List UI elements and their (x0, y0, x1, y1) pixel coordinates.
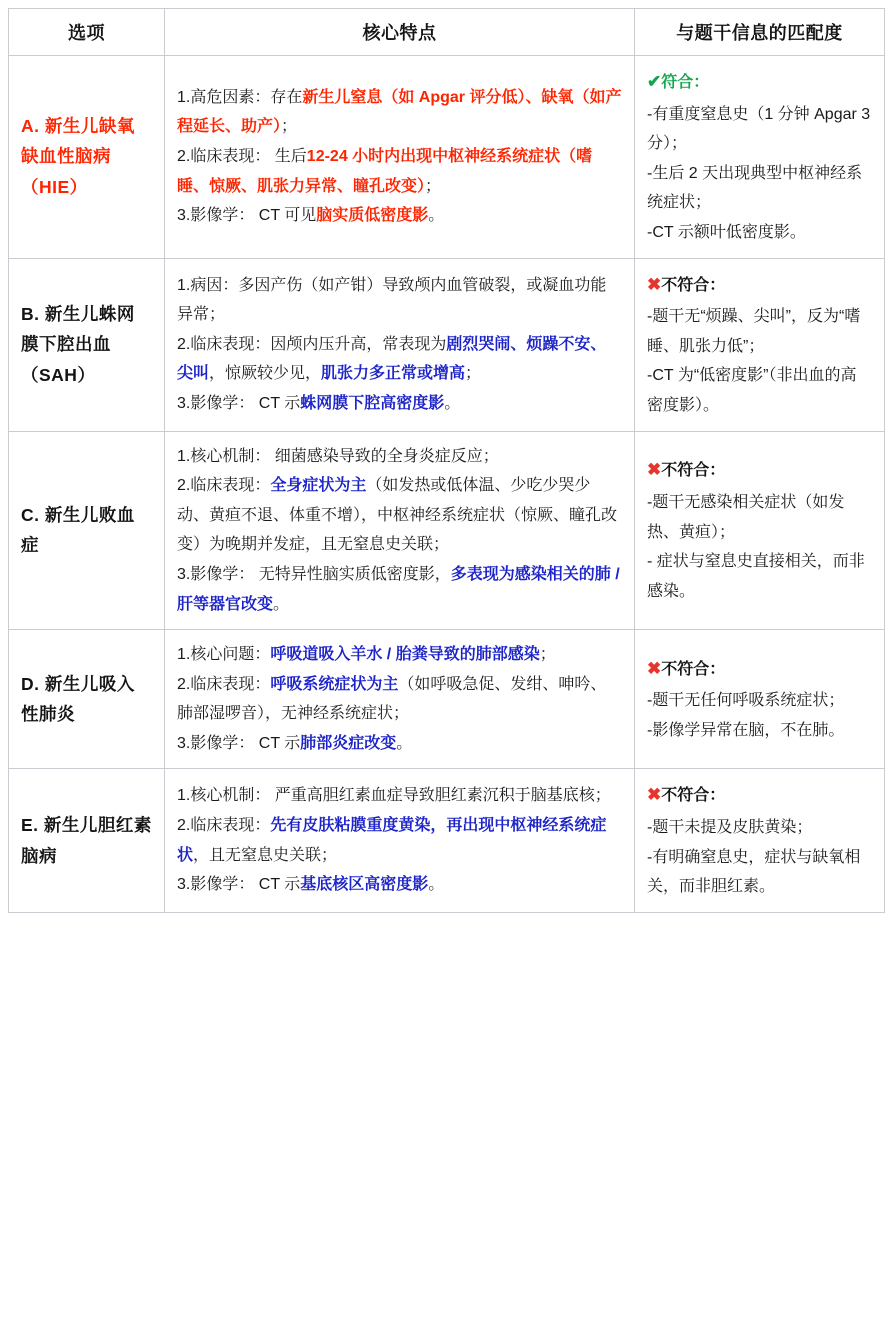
match-point: -CT 示额叶低密度影。 (647, 223, 806, 241)
core-line-2: 2.临床表现：先有皮肤粘膜重度黄染，再出现中枢神经系统症状，且无窒息史关联； (177, 817, 607, 864)
match-degree-e (635, 769, 885, 912)
table-header (9, 9, 885, 56)
option-label-b: B. 新生儿蛛网膜下腔出血（SAH） (9, 258, 165, 431)
cross-icon: ✖ (647, 785, 662, 805)
match-degree-c (635, 431, 885, 630)
core-features-a (165, 56, 635, 259)
core-line-1: 1.病因：多因产伤（如产钳）导致颅内血管破裂，或凝血功能异常； (177, 276, 607, 324)
match-degree-d (635, 630, 885, 769)
cross-icon: ✖ (647, 274, 662, 294)
status-badge: ✖不符合： (647, 460, 726, 480)
check-icon: ✔ (647, 72, 662, 91)
match-point: - 症状与窒息史直接相关，而非感染。 (647, 553, 865, 600)
column-header-option: 选项 (9, 9, 165, 56)
cross-icon: ✖ (647, 658, 662, 678)
column-header-match-degree: 与题干信息的匹配度 (635, 9, 885, 56)
match-point: -题干未提及皮肤黄染； (647, 819, 813, 837)
table-body (9, 56, 885, 913)
match-degree-a (635, 56, 885, 259)
status-badge: ✖不符合： (647, 658, 726, 678)
core-line-3: 3.影像学： 无特异性脑实质低密度影，多表现为感染相关的肺 / 肝等器官改变。 (177, 565, 620, 613)
core-line-1: 1.高危因素：存在新生儿窒息（如 Apgar 评分低）、缺氧（如产程延长、助产）； (177, 88, 622, 136)
option-label-d: D. 新生儿吸入性肺炎 (9, 630, 165, 769)
core-line-1: 1.核心机制： 细菌感染导致的全身炎症反应； (177, 447, 499, 465)
match-point: -影像学异常在脑，不在肺。 (647, 722, 845, 740)
status-badge: ✔符合： (647, 72, 710, 91)
differential-diagnosis-table (8, 8, 885, 913)
core-features-d (165, 630, 635, 769)
core-features-c (165, 431, 635, 630)
core-line-3: 3.影像学： CT 示蛛网膜下腔高密度影。 (177, 394, 461, 412)
core-line-1: 1.核心问题：呼吸道吸入羊水 / 胎粪导致的肺部感染； (177, 646, 556, 664)
match-point: -CT 为“低密度影”（非出血的高密度影）。 (647, 367, 857, 414)
status-badge: ✖不符合： (647, 274, 726, 294)
core-features-b (165, 258, 635, 431)
core-line-2: 2.临床表现： 生后12-24 小时内出现中枢神经系统症状（嗜睡、惊厥、肌张力异常、瞳孔改变）； (177, 147, 593, 195)
table-header-row (9, 9, 885, 56)
column-header-core-features: 核心特点 (165, 9, 635, 56)
table-row (9, 769, 885, 912)
table-row (9, 630, 885, 769)
match-point: -有重度窒息史（1 分钟 Apgar 3 分）； (647, 105, 871, 153)
status-badge: ✖不符合： (647, 785, 726, 805)
core-line-3: 3.影像学： CT 示肺部炎症改变。 (177, 734, 413, 752)
match-point: -生后 2 天出现典型中枢神经系统症状； (647, 164, 863, 212)
core-line-2: 2.临床表现：全身症状为主（如发热或低体温、少吃少哭少动、黄疸不退、体重不增），中枢神经系统症状（惊厥、瞳孔改变）为晚期并发症，且无窒息史关联； (177, 477, 618, 554)
table-row (9, 431, 885, 630)
cross-icon: ✖ (647, 460, 662, 480)
match-point: -有明确窒息史，症状与缺氧相关，而非胆红素。 (647, 848, 861, 896)
core-line-3: 3.影像学： CT 可见脑实质低密度影。 (177, 207, 445, 225)
option-label-e: E. 新生儿胆红素脑病 (9, 769, 165, 912)
match-point: -题干无“烦躁、尖叫”，反为“嗜睡、肌张力低”； (647, 308, 861, 355)
core-line-2: 2.临床表现：呼吸系统症状为主（如呼吸急促、发绀、呻吟、肺部湿啰音），无神经系统症状； (177, 675, 607, 723)
option-label-c: C. 新生儿败血症 (9, 431, 165, 630)
core-line-3: 3.影像学： CT 示基底核区高密度影。 (177, 876, 445, 894)
match-degree-b (635, 258, 885, 431)
match-point: -题干无感染相关症状（如发热、黄疸）； (647, 493, 845, 541)
core-line-2: 2.临床表现：因颅内压升高，常表现为剧烈哭闹、烦躁不安、尖叫，惊厥较少见，肌张力多正常或增高； (177, 335, 607, 383)
option-label-a: A. 新生儿缺氧缺血性脑病（HIE） (9, 56, 165, 259)
table-row (9, 258, 885, 431)
match-point: -题干无任何呼吸系统症状； (647, 692, 845, 710)
core-features-e (165, 769, 635, 912)
core-line-1: 1.核心机制： 严重高胆红素血症导致胆红素沉积于脑基底核； (177, 787, 611, 805)
table-row (9, 56, 885, 259)
